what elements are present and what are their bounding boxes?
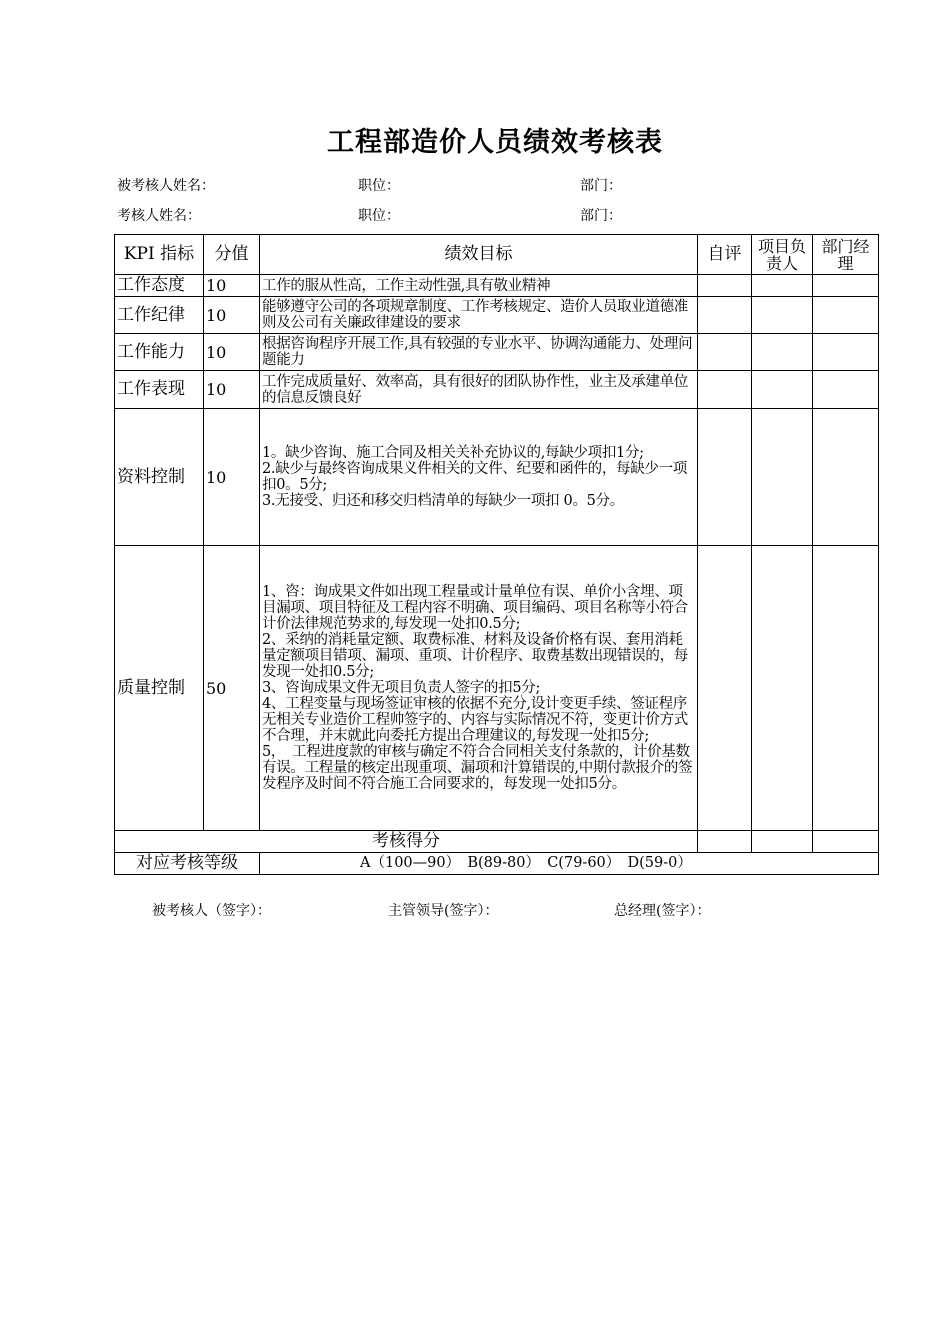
assessor-department-label: 部门：	[580, 208, 622, 224]
table-row	[115, 409, 879, 546]
header-dept-manager: 部门经理	[813, 235, 879, 275]
self-eval-cell[interactable]	[698, 409, 752, 546]
dept-manager-cell[interactable]	[813, 371, 879, 409]
project-lead-cell[interactable]	[752, 409, 813, 546]
kpi-score: 10	[204, 371, 260, 409]
kpi-target: 根据咨询程序开展工作,具有较强的专业水平、协调沟通能力、处理问题能力	[260, 334, 698, 371]
kpi-target: 1、咨：询成果文件如出现工程量或计量单位有误、单价小含埋、项目漏项、项目特征及工程内容不明确、项目编码、项目名称等小符合计价法律规范势求的,每发现一处扣0.5分; 2、采纳的消耗量定额、取费标准、材料及设备价格有误、套用消耗量定额项目错项、漏项、重项、计价程序、取费基数出现错误的，每发现一处扣0.5分; 3、咨询成果文件无项目负责人签字的扣5分; 4、工程变量与现场签证审核的依据不充分,设计变更手续、签证程序无相关专业造价工程帅签字的、内容与实际情况不符，变更计价方式不合理，并末就此向委托方提出合理建议的,每发现一处扣5分; 5， 工程进度款的审核与确定不符合合同相关支付条款的，计价基数有误。工程量的核定出现重项、漏项和汁算错误的,中期付款报介的签发程序及时间不符合施工合同要求的，每发现一处扣5分。	[260, 546, 698, 831]
header-score: 分值	[204, 235, 260, 275]
kpi-name: 工作态度	[115, 275, 204, 297]
kpi-name: 工作能力	[115, 334, 204, 371]
project-lead-cell[interactable]	[752, 371, 813, 409]
self-eval-cell[interactable]	[698, 546, 752, 831]
kpi-target: 1。缺少咨询、施工合同及相关关补充协议的,每缺少项扣1分; 2.缺少与最终咨询成果义件相关的文件、纪要和函件的，每缺少一项 扣0。5分; 3.无接受、归还和移交归档清单的每缺少一项扣 0。5分。	[260, 409, 698, 546]
total-score-row	[115, 831, 879, 853]
supervisor-signature-label: 主管领导(签字）：	[388, 903, 499, 919]
total-project-lead-cell[interactable]	[752, 831, 813, 853]
general-manager-signature-label: 总经理(签字）：	[614, 903, 711, 919]
kpi-score: 10	[204, 275, 260, 297]
kpi-table	[114, 234, 879, 875]
total-self-eval-cell[interactable]	[698, 831, 752, 853]
kpi-target: 能够遵守公司的各项规章制度、工作考核规定、造价人员取业道德准则及公司有关廉政律建设的要求	[260, 297, 698, 334]
table-row	[115, 297, 879, 334]
grade-row	[115, 853, 879, 875]
assessor-position-label: 职位：	[358, 208, 400, 224]
table-row	[115, 546, 879, 831]
assessor-name-label: 考核人姓名：	[117, 208, 201, 224]
header-self-eval: 自评	[698, 235, 752, 275]
kpi-target: 工作的服从性高，工作主动性强,具有敬业精神	[260, 275, 698, 297]
kpi-score: 10	[204, 409, 260, 546]
project-lead-cell[interactable]	[752, 297, 813, 334]
table-header-row	[115, 235, 879, 275]
grade-values	[260, 853, 879, 875]
project-lead-cell[interactable]	[752, 546, 813, 831]
self-eval-cell[interactable]	[698, 275, 752, 297]
self-eval-cell[interactable]	[698, 334, 752, 371]
kpi-name: 工作纪律	[115, 297, 204, 334]
assessee-department-label: 部门：	[580, 178, 622, 194]
header-kpi: KPI 指标	[115, 235, 204, 275]
project-lead-cell[interactable]	[752, 275, 813, 297]
header-target: 绩效目标	[260, 235, 698, 275]
table-row	[115, 334, 879, 371]
kpi-name: 质量控制	[115, 546, 204, 831]
self-eval-cell[interactable]	[698, 297, 752, 334]
total-dept-manager-cell[interactable]	[813, 831, 879, 853]
table-row	[115, 275, 879, 297]
kpi-score: 10	[204, 297, 260, 334]
dept-manager-cell[interactable]	[813, 334, 879, 371]
project-lead-cell[interactable]	[752, 334, 813, 371]
assessee-name-label: 被考核人姓名：	[117, 178, 215, 194]
kpi-target: 工作完成质量好、效率高，具有很好的团队协作性，业主及承建单位的信息反馈良好	[260, 371, 698, 409]
kpi-score: 10	[204, 334, 260, 371]
dept-manager-cell[interactable]	[813, 546, 879, 831]
total-score-label: 考核得分	[115, 831, 698, 853]
kpi-score: 50	[204, 546, 260, 831]
grade-label: 对应考核等级	[115, 853, 260, 875]
header-project-lead: 项目负责人	[752, 235, 813, 275]
kpi-name: 资料控制	[115, 409, 204, 546]
grade-values-text: A（100—90） B(89-80） C(79-60） D(59-0）	[360, 855, 692, 871]
assessee-signature-label: 被考核人（签字）：	[152, 903, 271, 919]
kpi-name: 工作表现	[115, 371, 204, 409]
dept-manager-cell[interactable]	[813, 297, 879, 334]
dept-manager-cell[interactable]	[813, 409, 879, 546]
self-eval-cell[interactable]	[698, 371, 752, 409]
dept-manager-cell[interactable]	[813, 275, 879, 297]
page-title: 工程部造价人员绩效考核表	[327, 127, 663, 158]
assessee-position-label: 职位：	[358, 178, 400, 194]
table-row	[115, 371, 879, 409]
